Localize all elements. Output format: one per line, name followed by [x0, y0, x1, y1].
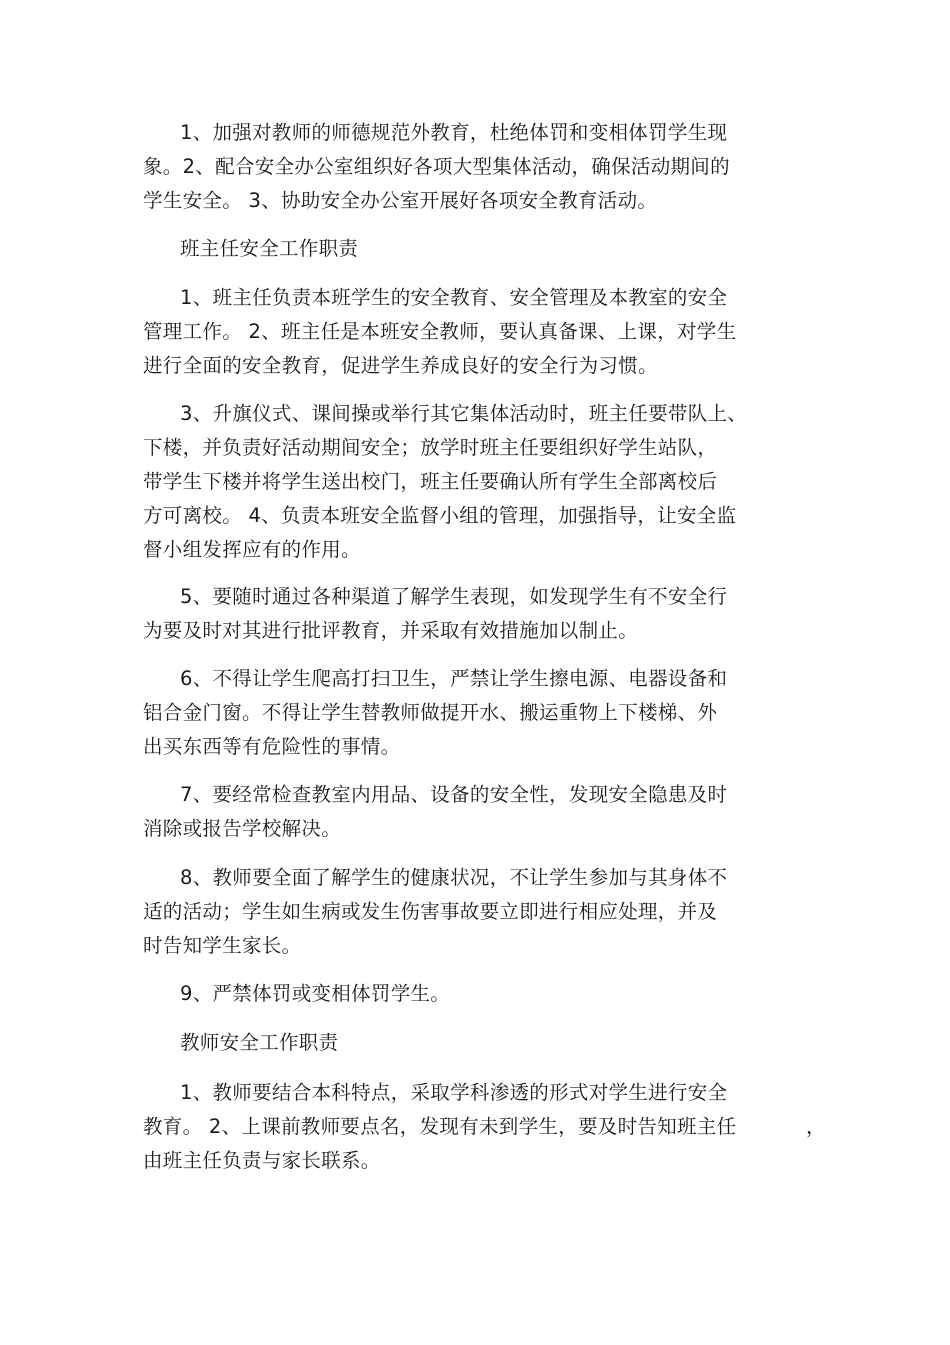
paragraph-teacher-ethics	[143, 116, 823, 218]
text-line: 适的活动；学生如生病或发生伤害事故要立即进行相应处理，并及	[143, 900, 718, 923]
text-line: 3、升旗仪式、课间操或举行其它集体活动时，班主任要带队上、	[180, 402, 748, 425]
text-line: 下楼，并负责好活动期间安全；放学时班主任要组织好学生站队，	[143, 436, 718, 459]
trailing-comma-mark: ，	[806, 1115, 826, 1138]
text-line: 时告知学生家长。	[143, 934, 302, 957]
section-heading-class-teacher: 班主任安全工作职责	[180, 237, 359, 260]
section-heading-teacher: 教师安全工作职责	[180, 1031, 339, 1054]
text-line: 铝合金门窗。不得让学生替教师做提开水、搬运重物上下楼梯、外	[143, 701, 718, 724]
text-line: 督小组发挥应有的作用。	[143, 538, 361, 561]
paragraph-teacher-duty-1	[143, 1076, 823, 1178]
text-line: 管理工作。 2、班主任是本班安全教师，要认真备课、上课，对学生	[143, 320, 737, 343]
text-line: 进行全面的安全教育，促进学生养成良好的安全行为习惯。	[143, 354, 658, 377]
paragraph-class-teacher-duty-8	[143, 861, 823, 963]
text-line: 1、加强对教师的师德规范外教育，杜绝体罚和变相体罚学生现	[180, 121, 728, 144]
text-line: 出买东西等有危险性的事情。	[143, 735, 401, 758]
text-line: 5、要随时通过各种渠道了解学生表现，如发现学生有不安全行	[180, 585, 728, 608]
text-line: 方可离校。 4、负责本班安全监督小组的管理，加强指导，让安全监	[143, 504, 737, 527]
text-line: 由班主任负责与家长联系。	[143, 1149, 381, 1172]
text-line: 消除或报告学校解决。	[143, 817, 342, 840]
text-line: 8、教师要全面了解学生的健康状况，不让学生参加与其身体不	[180, 866, 728, 889]
text-line: 7、要经常检查教室内用品、设备的安全性，发现安全隐患及时	[180, 783, 728, 806]
paragraph-class-teacher-duty-1	[143, 281, 823, 383]
text-line: 象。2、配合安全办公室组织好各项大型集体活动，确保活动期间的	[143, 155, 730, 178]
text-line: 带学生下楼并将学生送出校门，班主任要确认所有学生全部离校后	[143, 470, 718, 493]
text-line: 为要及时对其进行批评教育，并采取有效措施加以制止。	[143, 619, 639, 642]
text-line: 1、教师要结合本科特点，采取学科渗透的形式对学生进行安全	[180, 1081, 728, 1104]
text-line: 1、班主任负责本班学生的安全教育、安全管理及本教室的安全	[180, 286, 728, 309]
text-line: 学生安全。 3、协助安全办公室开展好各项安全教育活动。	[143, 189, 658, 212]
paragraph-class-teacher-duty-3	[143, 397, 823, 567]
paragraph-class-teacher-duty-9	[143, 977, 823, 1011]
text-line: 教育。 2、上课前教师要点名，发现有未到学生，要及时告知班主任	[143, 1115, 737, 1138]
text-line: 9、严禁体罚或变相体罚学生。	[180, 982, 451, 1005]
paragraph-class-teacher-duty-5	[143, 580, 823, 648]
paragraph-class-teacher-duty-6	[143, 662, 823, 764]
paragraph-class-teacher-duty-7	[143, 778, 823, 846]
text-line: 6、不得让学生爬高打扫卫生，严禁让学生擦电源、电器设备和	[180, 667, 728, 690]
